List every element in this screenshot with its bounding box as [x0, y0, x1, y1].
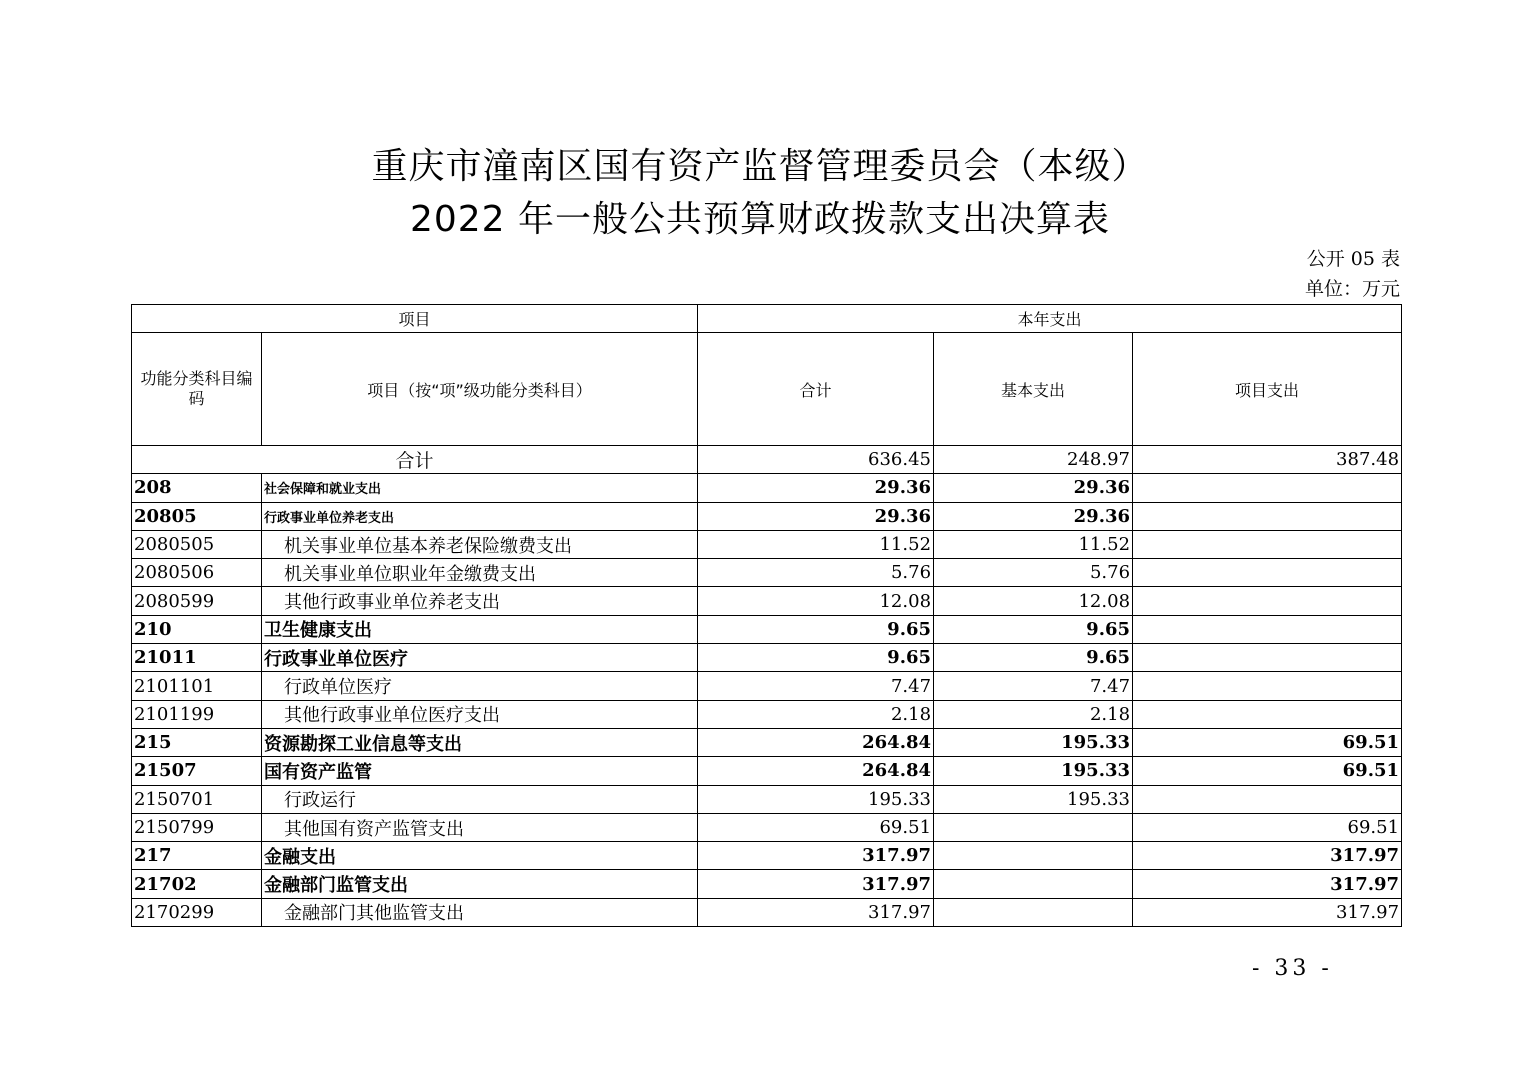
- row-project: [1133, 785, 1402, 813]
- row-total: 317.97: [698, 842, 934, 870]
- table-row: [132, 672, 1402, 700]
- table-row: [132, 559, 1402, 587]
- row-name: 国有资产监管: [262, 757, 698, 785]
- header-item: 项目（按“项”级功能分类科目）: [262, 333, 698, 446]
- row-project: [1133, 615, 1402, 643]
- table-row: [132, 474, 1402, 502]
- total-label: 合计: [132, 446, 698, 474]
- row-basic: 5.76: [934, 559, 1133, 587]
- row-name: 金融部门其他监管支出: [262, 898, 698, 926]
- table-row: [132, 842, 1402, 870]
- row-total: 11.52: [698, 530, 934, 558]
- row-project: [1133, 559, 1402, 587]
- row-code: 215: [132, 728, 262, 756]
- unit-label: 单位：万元: [1304, 278, 1400, 300]
- table-row: [132, 728, 1402, 756]
- row-name: 其他国有资产监管支出: [262, 813, 698, 841]
- row-code: 2080505: [132, 530, 262, 558]
- page-number: - 33 -: [1252, 956, 1333, 981]
- row-project: [1133, 644, 1402, 672]
- header-current-year-spend: 本年支出: [698, 305, 1402, 333]
- table-row: [132, 785, 1402, 813]
- row-code: 21702: [132, 870, 262, 898]
- row-basic: 195.33: [934, 785, 1133, 813]
- row-project: [1133, 672, 1402, 700]
- table-row: [132, 615, 1402, 643]
- row-basic: 9.65: [934, 644, 1133, 672]
- row-project: [1133, 587, 1402, 615]
- row-code: 21507: [132, 757, 262, 785]
- header-code: 功能分类科目编码: [132, 333, 262, 446]
- row-total: 12.08: [698, 587, 934, 615]
- form-number: 公开 05 表: [1306, 248, 1400, 270]
- row-code: 217: [132, 842, 262, 870]
- row-name: 金融部门监管支出: [262, 870, 698, 898]
- table-row: [132, 502, 1402, 530]
- header-project: 项目: [132, 305, 698, 333]
- row-total: 29.36: [698, 502, 934, 530]
- row-total: 195.33: [698, 785, 934, 813]
- row-project: [1133, 700, 1402, 728]
- row-project: 69.51: [1133, 813, 1402, 841]
- row-project: 69.51: [1133, 728, 1402, 756]
- header-row-1: [132, 305, 1402, 333]
- row-basic: 29.36: [934, 474, 1133, 502]
- row-basic: 195.33: [934, 757, 1133, 785]
- row-basic: [934, 842, 1133, 870]
- row-total: 5.76: [698, 559, 934, 587]
- row-basic: 12.08: [934, 587, 1133, 615]
- row-total: 69.51: [698, 813, 934, 841]
- row-total: 9.65: [698, 615, 934, 643]
- row-name: 卫生健康支出: [262, 615, 698, 643]
- row-code: 21011: [132, 644, 262, 672]
- table-row: [132, 700, 1402, 728]
- row-total: 2.18: [698, 700, 934, 728]
- row-code: 20805: [132, 502, 262, 530]
- row-code: 2150701: [132, 785, 262, 813]
- row-basic: 29.36: [934, 502, 1133, 530]
- total-project: 387.48: [1133, 446, 1402, 474]
- row-project: 69.51: [1133, 757, 1402, 785]
- budget-expenditure-table: [131, 304, 1402, 927]
- row-name: 机关事业单位职业年金缴费支出: [262, 559, 698, 587]
- row-basic: 11.52: [934, 530, 1133, 558]
- row-project: [1133, 530, 1402, 558]
- row-code: 2080599: [132, 587, 262, 615]
- row-name: 行政事业单位养老支出: [262, 502, 698, 530]
- row-code: 2101199: [132, 700, 262, 728]
- header-basic: 基本支出: [934, 333, 1133, 446]
- row-basic: 7.47: [934, 672, 1133, 700]
- table-row: [132, 813, 1402, 841]
- row-project: 317.97: [1133, 842, 1402, 870]
- row-project: [1133, 502, 1402, 530]
- header-project-spend: 项目支出: [1133, 333, 1402, 446]
- row-name: 社会保障和就业支出: [262, 474, 698, 502]
- row-total: 317.97: [698, 898, 934, 926]
- row-total: 264.84: [698, 757, 934, 785]
- row-name: 行政事业单位医疗: [262, 644, 698, 672]
- row-name: 行政单位医疗: [262, 672, 698, 700]
- row-total: 29.36: [698, 474, 934, 502]
- row-name: 其他行政事业单位医疗支出: [262, 700, 698, 728]
- row-total: 9.65: [698, 644, 934, 672]
- total-amount: 636.45: [698, 446, 934, 474]
- row-name: 行政运行: [262, 785, 698, 813]
- table-row: [132, 870, 1402, 898]
- total-basic: 248.97: [934, 446, 1133, 474]
- row-basic: 9.65: [934, 615, 1133, 643]
- row-basic: [934, 813, 1133, 841]
- row-project: 317.97: [1133, 898, 1402, 926]
- table-row: [132, 898, 1402, 926]
- row-project: [1133, 474, 1402, 502]
- total-row: [132, 446, 1402, 474]
- table-row: [132, 757, 1402, 785]
- table-row: [132, 644, 1402, 672]
- row-name: 金融支出: [262, 842, 698, 870]
- row-project: 317.97: [1133, 870, 1402, 898]
- document-title-line1: 重庆市潼南区国有资产监督管理委员会（本级）: [371, 146, 1149, 187]
- row-code: 2150799: [132, 813, 262, 841]
- row-basic: [934, 870, 1133, 898]
- row-name: 资源勘探工业信息等支出: [262, 728, 698, 756]
- row-basic: 195.33: [934, 728, 1133, 756]
- row-code: 208: [132, 474, 262, 502]
- header-row-2: [132, 333, 1402, 446]
- document-title-line2: 2022 年一般公共预算财政拨款支出决算表: [409, 199, 1111, 240]
- table-row: [132, 530, 1402, 558]
- row-basic: [934, 898, 1133, 926]
- table-row: [132, 587, 1402, 615]
- row-code: 2101101: [132, 672, 262, 700]
- row-basic: 2.18: [934, 700, 1133, 728]
- row-total: 7.47: [698, 672, 934, 700]
- row-name: 机关事业单位基本养老保险缴费支出: [262, 530, 698, 558]
- row-code: 2170299: [132, 898, 262, 926]
- row-total: 317.97: [698, 870, 934, 898]
- row-total: 264.84: [698, 728, 934, 756]
- row-name: 其他行政事业单位养老支出: [262, 587, 698, 615]
- row-code: 210: [132, 615, 262, 643]
- row-code: 2080506: [132, 559, 262, 587]
- header-total: 合计: [698, 333, 934, 446]
